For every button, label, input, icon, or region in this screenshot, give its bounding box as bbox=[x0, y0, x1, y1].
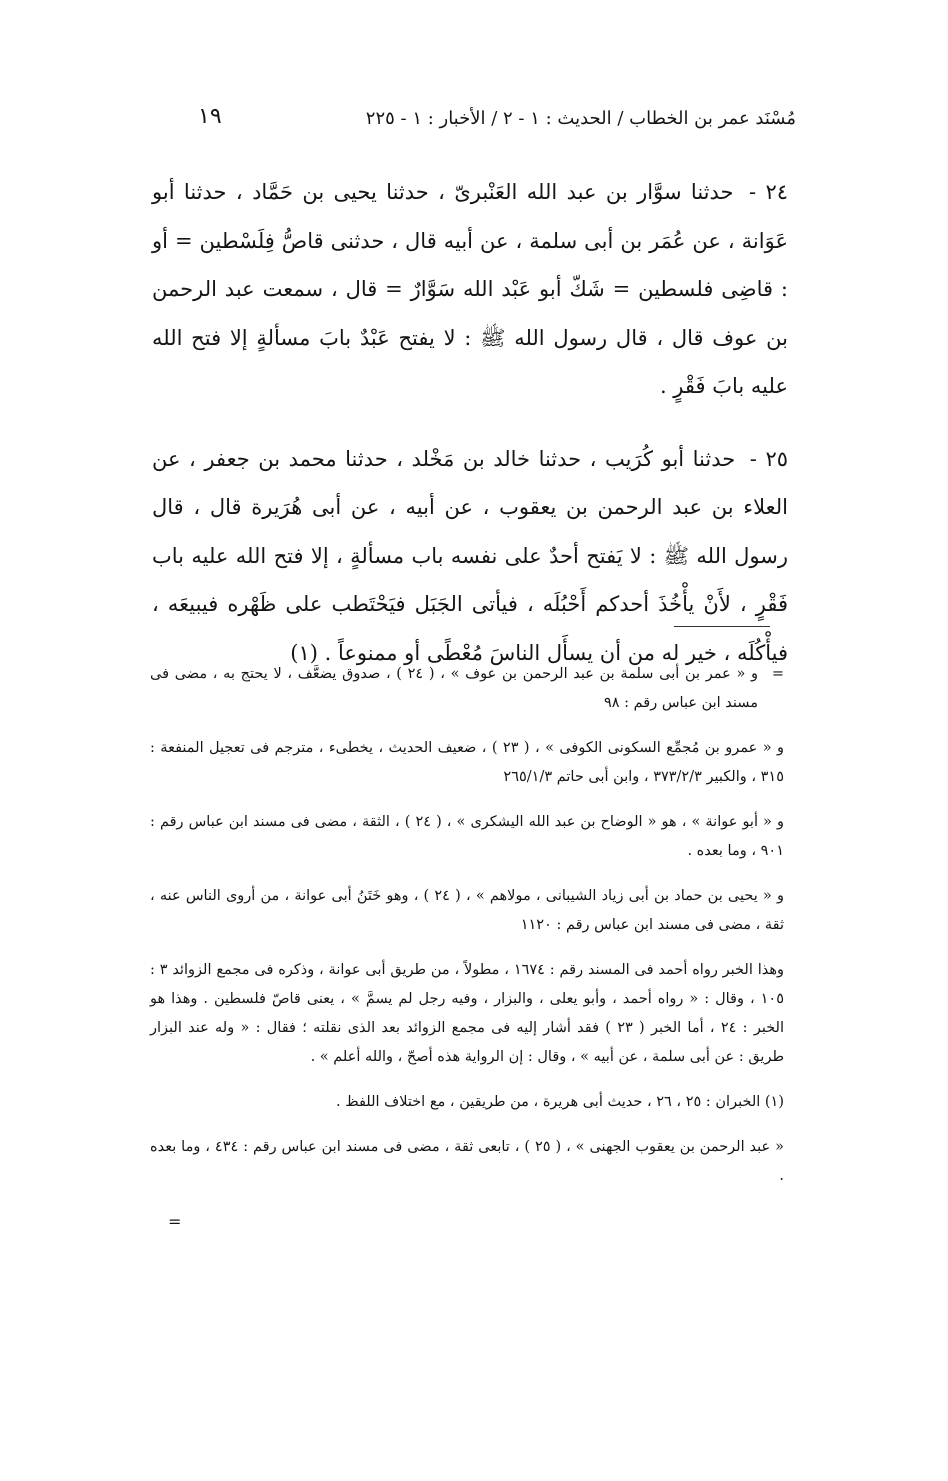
hadith-text: حدثنا أبو كُرَيب ، حدثنا خالد بن مَخْلد ، حدثنا محمد بن جعفر ، عن العلاء بن عبد الرحمن بن يعقوب ، عن أبيه ، عن أبى هُرَيرة قال ، قال رسول الله ﷺ : لا يَفتح أحدٌ على نفسه باب مسألةٍ ، إلا فتح الله عليه باب فَقْرٍ ، لأَنْ يأْخُذَ أحدكم أَحْبُلَه ، فيأتى الجَبَل فيَحْتَطب على ظَهْره فيبيعَه ، فيأْكُلَه ، خير له من أن يسأَل الناسَ مُعْطًى أو ممنوعاً . (١) bbox=[152, 446, 788, 665]
footnote: « عبد الرحمن بن يعقوب الجهنى » ، ( ٢٥ ) ، تابعى ثقة ، مضى فى مسند ابن عباس رقم : ٤٣٤ ، وما بعده . bbox=[150, 1139, 785, 1184]
hadith-number: ٢٥ - bbox=[749, 446, 788, 471]
hadith-text: حدثنا سوَّار بن عبد الله العَنْبرىّ ، حدثنا يحيى بن حَمَّاد ، حدثنا أبو عَوَانة ، عن عُمَر بن أبى سلمة ، عن أبيه قال ، حدثنى قاصُّ فِلَسْطين = أو : قاضِى فلسطين = شَكّ أبو عَبْد الله سَوَّارٌ = قال ، سمعت عبد الرحمن بن عوف قال ، قال رسول الله ﷺ : لا يفتح عَبْدٌ بابَ مسألةٍ إلا فتح الله عليه بابَ فَقْرٍ . bbox=[152, 180, 788, 398]
footnote-text: و « عمر بن أبى سلمة بن عبد الرحمن بن عوف » ، ( ٢٤ ) ، صدوق يضعَّف ، لا يحتج به ، مضى فى مسند ابن عباس رقم : ٩٨ bbox=[150, 666, 758, 711]
hadith-25 bbox=[152, 435, 788, 678]
footnote-separator bbox=[674, 626, 770, 627]
main-text bbox=[152, 168, 788, 701]
footnote: و « عمرو بن مُجمِّع السكونى الكوفى » ، ( ٢٣ ) ، ضعيف الحديث ، يخطىء ، مترجم فى تعجيل المنفعة : ٣١٥ ، والكبير ٣٧٣/٢/٣ ، وابن أبى حاتم ٢٦٥/١/٣ bbox=[150, 740, 784, 785]
footnotes bbox=[150, 660, 784, 1207]
header-title: مُسْنَد عمر بن الخطاب / الحديث : ١ - ٢ / الأخبار : ١ - ٢٢٥ bbox=[365, 108, 796, 129]
footnote: و « أبو عوانة » ، هو « الوضاح بن عبد الله اليشكرى » ، ( ٢٤ ) ، الثقة ، مضى فى مسند ابن عباس رقم : ٩٠١ ، وما بعده . bbox=[150, 814, 784, 859]
page-number: ١٩ bbox=[198, 104, 222, 129]
footnote: وهذا الخبر رواه أحمد فى المسند رقم : ١٦٧٤ ، مطولاً ، من طريق أبى عوانة ، وذكره فى مجمع الزوائد ٣ : ١٠٥ ، وقال : « رواه أحمد ، وأبو يعلى ، والبزار ، وفيه رجل لم يسمَّ » ، يعنى قاصّ فلسطين . وهذا هو الخبر : ٢٤ ، أما الخبر ( ٢٣ ) فقد أشار إليه فى مجمع الزوائد بعد الذى نقلته ؛ فقال : « وله عند البزار طريق : عن أبى سلمة ، عن أبيه » ، وقال : إن الرواية هذه أصحّ ، والله أعلم » . bbox=[150, 962, 784, 1065]
hadith-number: ٢٤ - bbox=[748, 180, 788, 204]
continuation-mark: = bbox=[771, 666, 784, 682]
footnote: و « يحيى بن حماد بن أبى زياد الشيبانى ، مولاهم » ، ( ٢٤ ) ، وهو خَتَنُ أبى عوانة ، من أروى الناس عنه ، ثقة ، مضى فى مسند ابن عباس رقم : ١١٢٠ bbox=[150, 888, 784, 933]
hadith-24 bbox=[152, 168, 788, 411]
footnote: (١) الخبران : ٢٥ ، ٢٦ ، حديث أبى هريرة ، من طريقين ، مع اختلاف اللفظ . bbox=[335, 1094, 784, 1110]
running-header bbox=[140, 104, 796, 142]
footnote bbox=[150, 660, 784, 718]
continuation-end-mark: = bbox=[168, 1212, 182, 1231]
